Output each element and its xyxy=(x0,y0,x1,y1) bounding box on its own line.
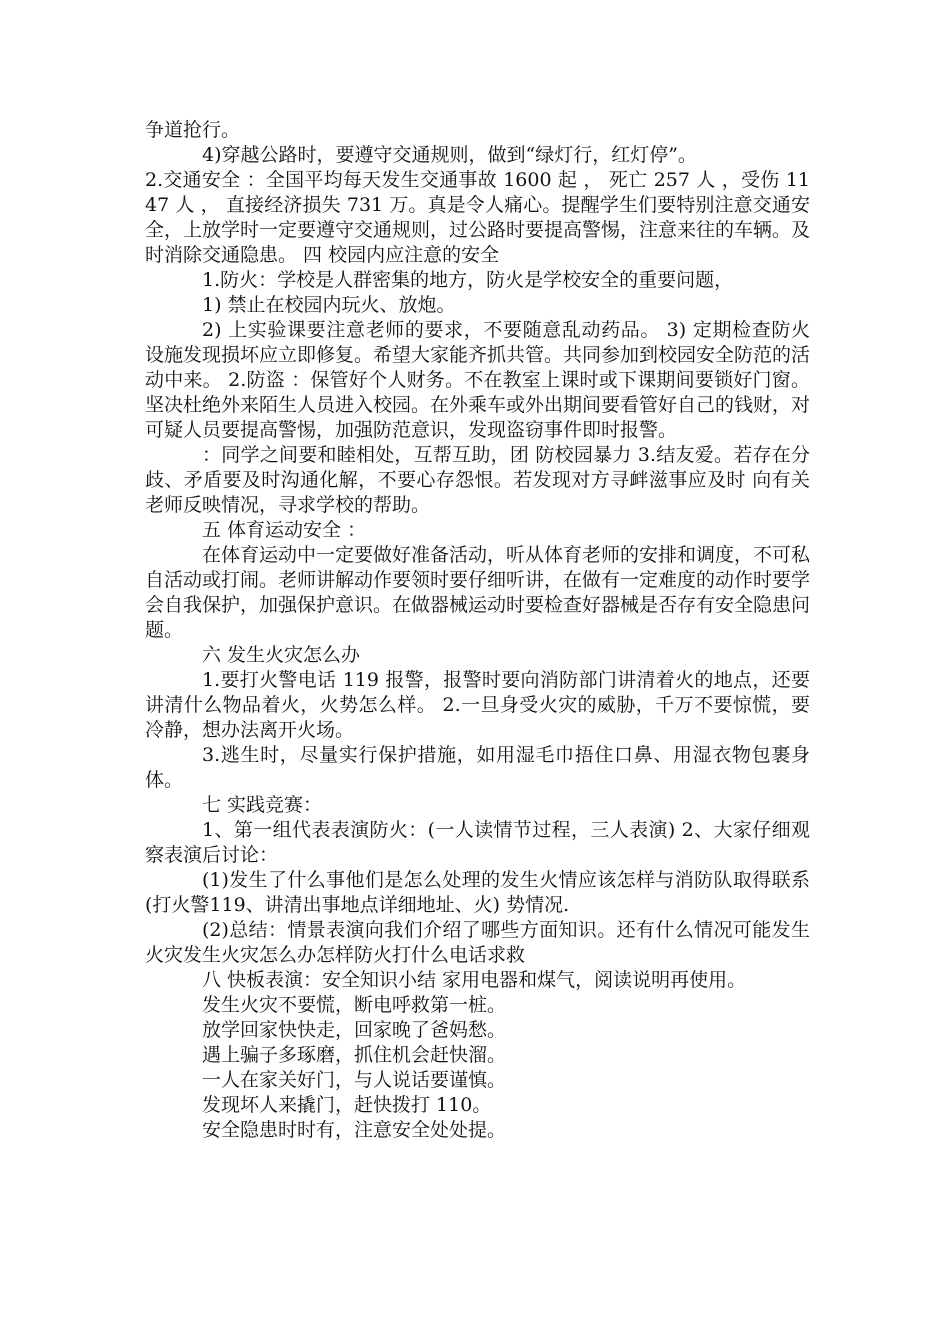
rhyme-line-5: 发现坏人来撬门，赶快拨打 110。 xyxy=(202,1094,492,1116)
paragraph-7: ：同学之间要和睦相处，互帮互助，团 防校园暴力 3.结友爱。若存在分歧、矛盾要及时沟通化解，不要心存怨恨。若发现对方寻衅滋事应及时 向有关 老师反映情况，寻求学校的帮助。 xyxy=(145,444,810,516)
paragraph-1: 争道抢行。 xyxy=(145,119,241,141)
paragraph-15: (1)发生了什么事他们是怎么处理的发生火情应该怎样与消防队取得联系(打火警119、讲清出事地点详细地址、火) 势情况. xyxy=(145,869,810,916)
rhyme-line-2: 放学回家快快走，回家晚了爸妈愁。 xyxy=(202,1019,507,1041)
rhyme-line-4: 一人在家关好门，与人说话要谨慎。 xyxy=(202,1069,507,1091)
section-heading-6: 六 发生火灾怎么办 xyxy=(202,644,361,666)
paragraph-6: 2) 上实验课要注意老师的要求，不要随意乱动药品。 3) 定期检查防火设施发现损坏应立即修复。希望大家能齐抓共管。共同参加到校园安全防范的活动中来。 2.防盗 ：保管好个人财务。不在教室上课时或下课期间要锁好门窗。坚决杜绝外来陌生人员进入校园。在外乘车或外出期间要看管好自己的钱财，对可疑人员要提高警惕，加强防范意识，发现盗窃事件即时报警。 xyxy=(145,319,811,441)
paragraph-2: 4)穿越公路时，要遵守交通规则，做到“绿灯行，红灯停”。 xyxy=(202,144,697,166)
paragraph-4: 1.防火：学校是人群密集的地方，防火是学校安全的重要问题， xyxy=(202,269,734,291)
rhyme-line-6: 安全隐患时时有，注意安全处处提。 xyxy=(202,1119,507,1141)
section-heading-5: 五 体育运动安全 ： xyxy=(202,519,367,541)
paragraph-16: (2)总结：情景表演向我们介绍了哪些方面知识。还有什么情况可能发生火灾发生火灾怎么办怎样防火打什么电话求救 xyxy=(145,919,810,966)
paragraph-5: 1) 禁止在校园内玩火、放炮。 xyxy=(202,294,456,316)
section-heading-7: 七 实践竞赛： xyxy=(202,794,323,816)
paragraph-12: 3.逃生时，尽量实行保护措施，如用湿毛巾捂住口鼻、用湿衣物包裹身体。 xyxy=(145,744,810,791)
document-page xyxy=(145,118,810,1143)
paragraph-11: 1.要打火警电话 119 报警，报警时要向消防部门讲清着火的地点，还要讲清什么物品着火，火势怎么样。 2.一旦身受火灾的威胁，千万不要惊慌，要冷静，想办法离开火场。 xyxy=(145,669,810,741)
rhyme-line-1: 发生火灾不要慌，断电呼救第一桩。 xyxy=(202,994,507,1016)
paragraph-9: 在体育运动中一定要做好准备活动，听从体育老师的安排和调度，不可私自活动或打闹。老师讲解动作要领时要仔细听讲，在做有一定难度的动作时要学会自我保护，加强保护意识。在做器械运动时要检查好器械是否存有安全隐患问题。 xyxy=(145,544,811,641)
paragraph-14: 1、第一组代表表演防火：(一人读情节过程，三人表演) 2、大家仔细观察表演后讨论： xyxy=(145,819,810,866)
section-heading-8: 八 快板表演：安全知识小结 家用电器和煤气，阅读说明再使用。 xyxy=(202,969,747,991)
paragraph-3: 2.交通安全 ：全国平均每天发生交通事故 1600 起 ， 死亡 257 人 ，受伤 1147 人 ， 直接经济损失 731 万。真是令人痛心。提醒学生们要特别注意交通安全，上放学时一定要遵守交通规则，过公路时要提高警惕，注意来往的车辆。及时消除交通隐患。 四 校园内应注意的安全 xyxy=(145,169,811,266)
rhyme-line-3: 遇上骗子多琢磨，抓住机会赶快溜。 xyxy=(202,1044,507,1066)
